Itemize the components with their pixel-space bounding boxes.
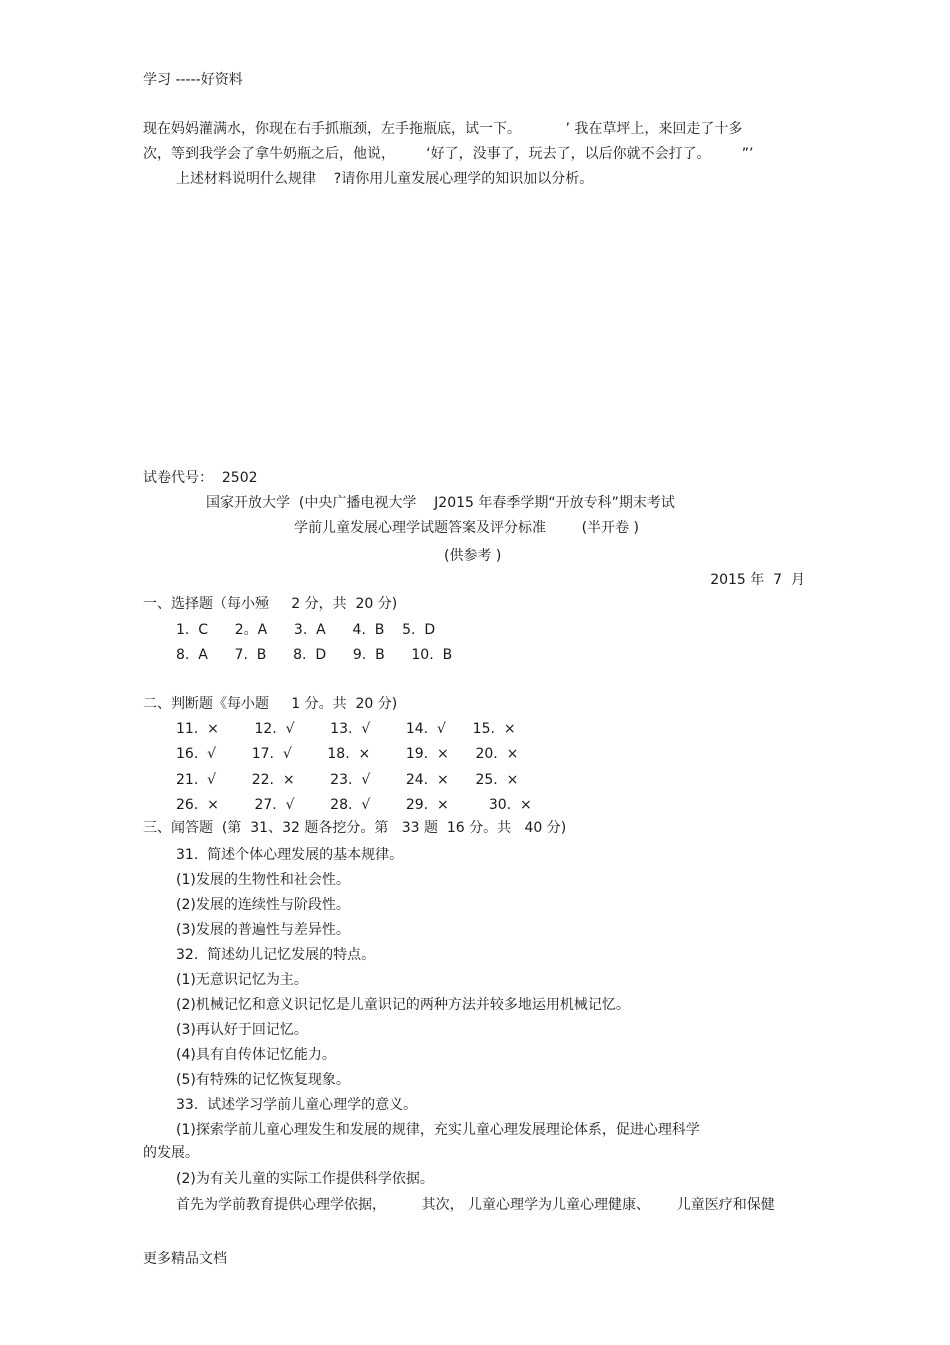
section-2-heading: 二、判断题《每小题 1 分。共 20 分) xyxy=(143,696,398,712)
section-1-answers-row-1: 1. C 2。A 3. A 4. B 5. D xyxy=(176,622,436,638)
question-31-answer-3: (3)发展的普遍性与差异性。 xyxy=(176,922,350,938)
question-32-answer-1: (1)无意识记忆为主。 xyxy=(176,972,308,988)
question-32-answer-5: (5)有特殊的记忆恢复现象。 xyxy=(176,1072,350,1088)
question-32: 32. 简述幼儿记忆发展的特点。 xyxy=(176,947,376,963)
exam-title-line-3: (供参考 ) xyxy=(444,548,502,564)
page-footer: 更多精品文档 xyxy=(143,1251,227,1267)
question-33: 33. 试述学习学前儿童心理学的意义。 xyxy=(176,1097,418,1113)
section-2-answers-row-3: 21. √ 22. × 23. √ 24. × 25. × xyxy=(176,772,519,788)
question-33-answer-1-line-2: 的发展。 xyxy=(143,1145,199,1161)
exam-date: 2015 年 7 月 xyxy=(710,572,805,588)
exam-code: 试卷代号： 2502 xyxy=(143,470,258,486)
passage-line-1: 现在妈妈灌满水，你现在右手抓瓶颈，左手拖瓶底，试一下。 ’ 我在草坪上，来回走了十多 xyxy=(143,121,743,137)
section-2-answers-row-1: 11. × 12. √ 13. √ 14. √ 15. × xyxy=(176,721,516,737)
question-31: 31. 简述个体心理发展的基本规律。 xyxy=(176,847,404,863)
question-31-answer-2: (2)发展的连续性与阶段性。 xyxy=(176,897,350,913)
section-3-heading: 三、闻答题 (第 31、32 题各挖分。第 33 题 16 分。共 40 分) xyxy=(143,820,567,836)
question-32-answer-2: (2)机械记忆和意义识记忆是儿童识记的两种方法并较多地运用机械记忆。 xyxy=(176,997,630,1013)
exam-title-line-1: 国家开放大学 (中央广播电视大学 J2015 年春季学期“开放专科”期末考试 xyxy=(206,495,675,511)
question-32-answer-3: (3)再认好于回记忆。 xyxy=(176,1022,308,1038)
question-33-answer-2: (2)为有关儿童的实际工作提供科学依据。 xyxy=(176,1171,434,1187)
passage-line-2: 次，等到我学会了拿牛奶瓶之后，他说， ‘好了，没事了，玩去了，以后你就不会打了。 ”’ xyxy=(143,146,754,162)
section-1-heading: 一、选择题（每小殛 2 分，共 20 分) xyxy=(143,596,398,612)
section-2-answers-row-4: 26. × 27. √ 28. √ 29. × 30. × xyxy=(176,797,532,813)
question-31-answer-1: (1)发展的生物性和社会性。 xyxy=(176,872,350,888)
page-header: 学习 -----好资料 xyxy=(143,72,243,88)
section-1-answers-row-2: 8. A 7. B 8. D 9. B 10. B xyxy=(176,647,453,663)
section-2-answers-row-2: 16. √ 17. √ 18. × 19. × 20. × xyxy=(176,746,519,762)
question-33-answer-1-line-1: (1)探索学前儿童心理发生和发展的规律，充实儿童心理发展理论体系，促进心理科学 xyxy=(176,1122,700,1138)
passage-question: 上述材料说明什么规律 ?请你用儿童发展心理学的知识加以分析。 xyxy=(176,171,594,187)
exam-title-line-2: 学前儿童发展心理学试题答案及评分标准 (半开卷 ) xyxy=(294,520,639,536)
question-32-answer-4: (4)具有自传体记忆能力。 xyxy=(176,1047,336,1063)
question-33-answer-3: 首先为学前教育提供心理学依据， 其次， 儿童心理学为儿童心理健康、 儿童医疗和保健 xyxy=(176,1197,775,1213)
